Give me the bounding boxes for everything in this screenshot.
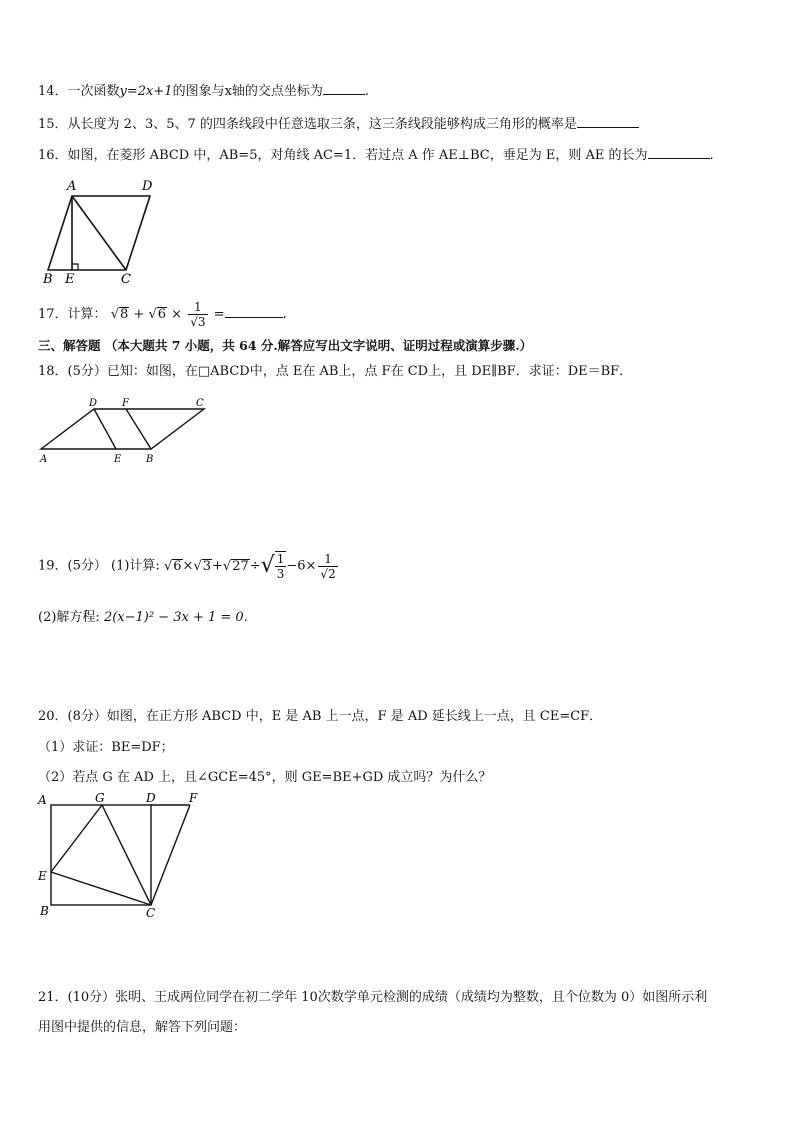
q14-answer-blank[interactable] xyxy=(323,82,365,95)
fraction-1-over-sqrt3: $\frac{1}{√3}$ xyxy=(190,300,206,329)
q17-prefix: 17．计算： xyxy=(38,307,107,322)
q20-text: 20．(8分）如图，在正方形 ABCD 中，E 是 AB 上一点，F 是 AD 延长线上一点，且 CE=CF． xyxy=(38,709,603,724)
q14-end: . xyxy=(364,84,370,99)
segment-ge xyxy=(51,805,102,872)
segment-gc xyxy=(102,805,151,905)
question-21-line-2 xyxy=(38,1019,246,1037)
q20-figure-square xyxy=(36,790,206,920)
square-abcd xyxy=(51,805,151,905)
q17-answer-blank[interactable] xyxy=(225,305,283,318)
sqrt-8: √8 xyxy=(110,307,129,322)
q17-end: . xyxy=(282,307,287,322)
q19-part2-prefix: (2)解方程: xyxy=(38,610,100,625)
label-d: D xyxy=(89,398,98,409)
label-d: D xyxy=(146,791,156,805)
question-14 xyxy=(38,82,369,101)
sqrt-6: √6 xyxy=(163,558,182,574)
label-a: A xyxy=(67,179,77,194)
q21-line2: 用图中提供的信息，解答下列问题： xyxy=(38,1020,247,1035)
q21-line1: 21．(10分）张明、王成两位同学在初二学年 10次数学单元检测的成绩（成绩均为整数，且个位数为 0）如图所示利 xyxy=(38,990,708,1005)
question-16 xyxy=(38,146,714,165)
q19-part2-equation: 2(x−1)² − 3x + 1 = 0. xyxy=(103,610,248,625)
q14-prefix: 14．一次函数 xyxy=(38,84,120,99)
question-15 xyxy=(38,115,639,134)
sqrt-3: √3 xyxy=(193,558,212,574)
label-e: E xyxy=(38,869,47,883)
q19-part1-prefix: 19．(5分） (1)计算: xyxy=(38,558,160,574)
q15-answer-blank[interactable] xyxy=(577,115,639,128)
question-19-part-2 xyxy=(38,609,248,627)
question-20-sub-1 xyxy=(38,739,174,757)
label-g: G xyxy=(95,791,105,805)
q19-times: × xyxy=(182,558,194,574)
label-c: C xyxy=(196,398,204,409)
section-3-note: （本大题共 7 小题，共 64 分.解答应写出文字说明、证明过程或演算步骤.） xyxy=(104,338,533,353)
question-17 xyxy=(38,300,287,330)
q14-suffix: 的图象与x轴的交点坐标为 xyxy=(172,84,323,99)
q17-equals: = xyxy=(213,307,225,322)
label-e: E xyxy=(65,272,75,286)
q19-minus-6-times: −6× xyxy=(286,558,317,574)
question-19-part-1 xyxy=(38,548,340,585)
label-a: A xyxy=(40,454,48,465)
segment-cf xyxy=(151,805,190,905)
q20-sub1: （1）求证：BE=DF； xyxy=(38,740,174,755)
segment-ec xyxy=(51,872,151,905)
label-d: D xyxy=(142,179,153,194)
sqrt-27: √27 xyxy=(222,558,249,574)
sqrt-fraction-1-3: √ $\frac{1}{3}$ xyxy=(260,552,285,581)
label-c: C xyxy=(146,906,156,920)
q16-end: . xyxy=(709,148,714,163)
question-18 xyxy=(38,363,632,381)
right-angle-mark xyxy=(72,264,78,270)
q18-figure-parallelogram xyxy=(36,396,216,466)
q17-times: × xyxy=(171,307,183,322)
label-f: F xyxy=(189,791,198,805)
q17-plus: + xyxy=(133,307,145,322)
label-b: B xyxy=(40,904,49,918)
sqrt-6: √6 xyxy=(148,307,167,322)
q16-text: 16．如图，在菱形 ABCD 中，AB=5，对角线 AC=1．若过点 A 作 AE⊥BC，垂足为 E，则 AE 的长为 xyxy=(38,148,648,163)
section-3-heading xyxy=(38,337,532,355)
segment-bf xyxy=(126,409,151,449)
question-20 xyxy=(38,708,602,726)
parallelogram-abcd xyxy=(41,409,204,449)
q14-expr: y=2x+1 xyxy=(119,84,173,99)
question-21-line-1 xyxy=(38,989,707,1007)
question-20-sub-2 xyxy=(38,769,491,787)
q19-divide: ÷ xyxy=(249,558,261,574)
diagonal-ac xyxy=(72,196,126,270)
q18-text: 18．(5分）已知：如图，在□ABCD中，点 E在 AB上，点 F在 CD上，且 DE∥BF．求证：DE＝BF． xyxy=(38,364,633,379)
label-e: E xyxy=(114,454,122,465)
section-3-title: 三、解答题 xyxy=(38,338,101,353)
q16-figure-rhombus xyxy=(38,174,168,286)
segment-de xyxy=(94,409,116,449)
label-b: B xyxy=(43,272,53,286)
label-b: B xyxy=(146,454,154,465)
q20-sub2: （2）若点 G 在 AD 上，且∠GCE=45°，则 GE=BE+GD 成立吗？为什么？ xyxy=(38,770,492,785)
q16-answer-blank[interactable] xyxy=(648,146,710,159)
q15-text: 15．从长度为 2、3、5、7 的四条线段中任意选取三条，这三条线段能够构成三角形的概率是 xyxy=(38,117,577,132)
fraction-1-over-sqrt2: $\frac{1}{√2}$ xyxy=(320,551,336,581)
label-a: A xyxy=(38,793,47,807)
label-c: C xyxy=(121,272,131,286)
q19-plus: + xyxy=(212,558,223,574)
label-f: F xyxy=(122,398,129,409)
